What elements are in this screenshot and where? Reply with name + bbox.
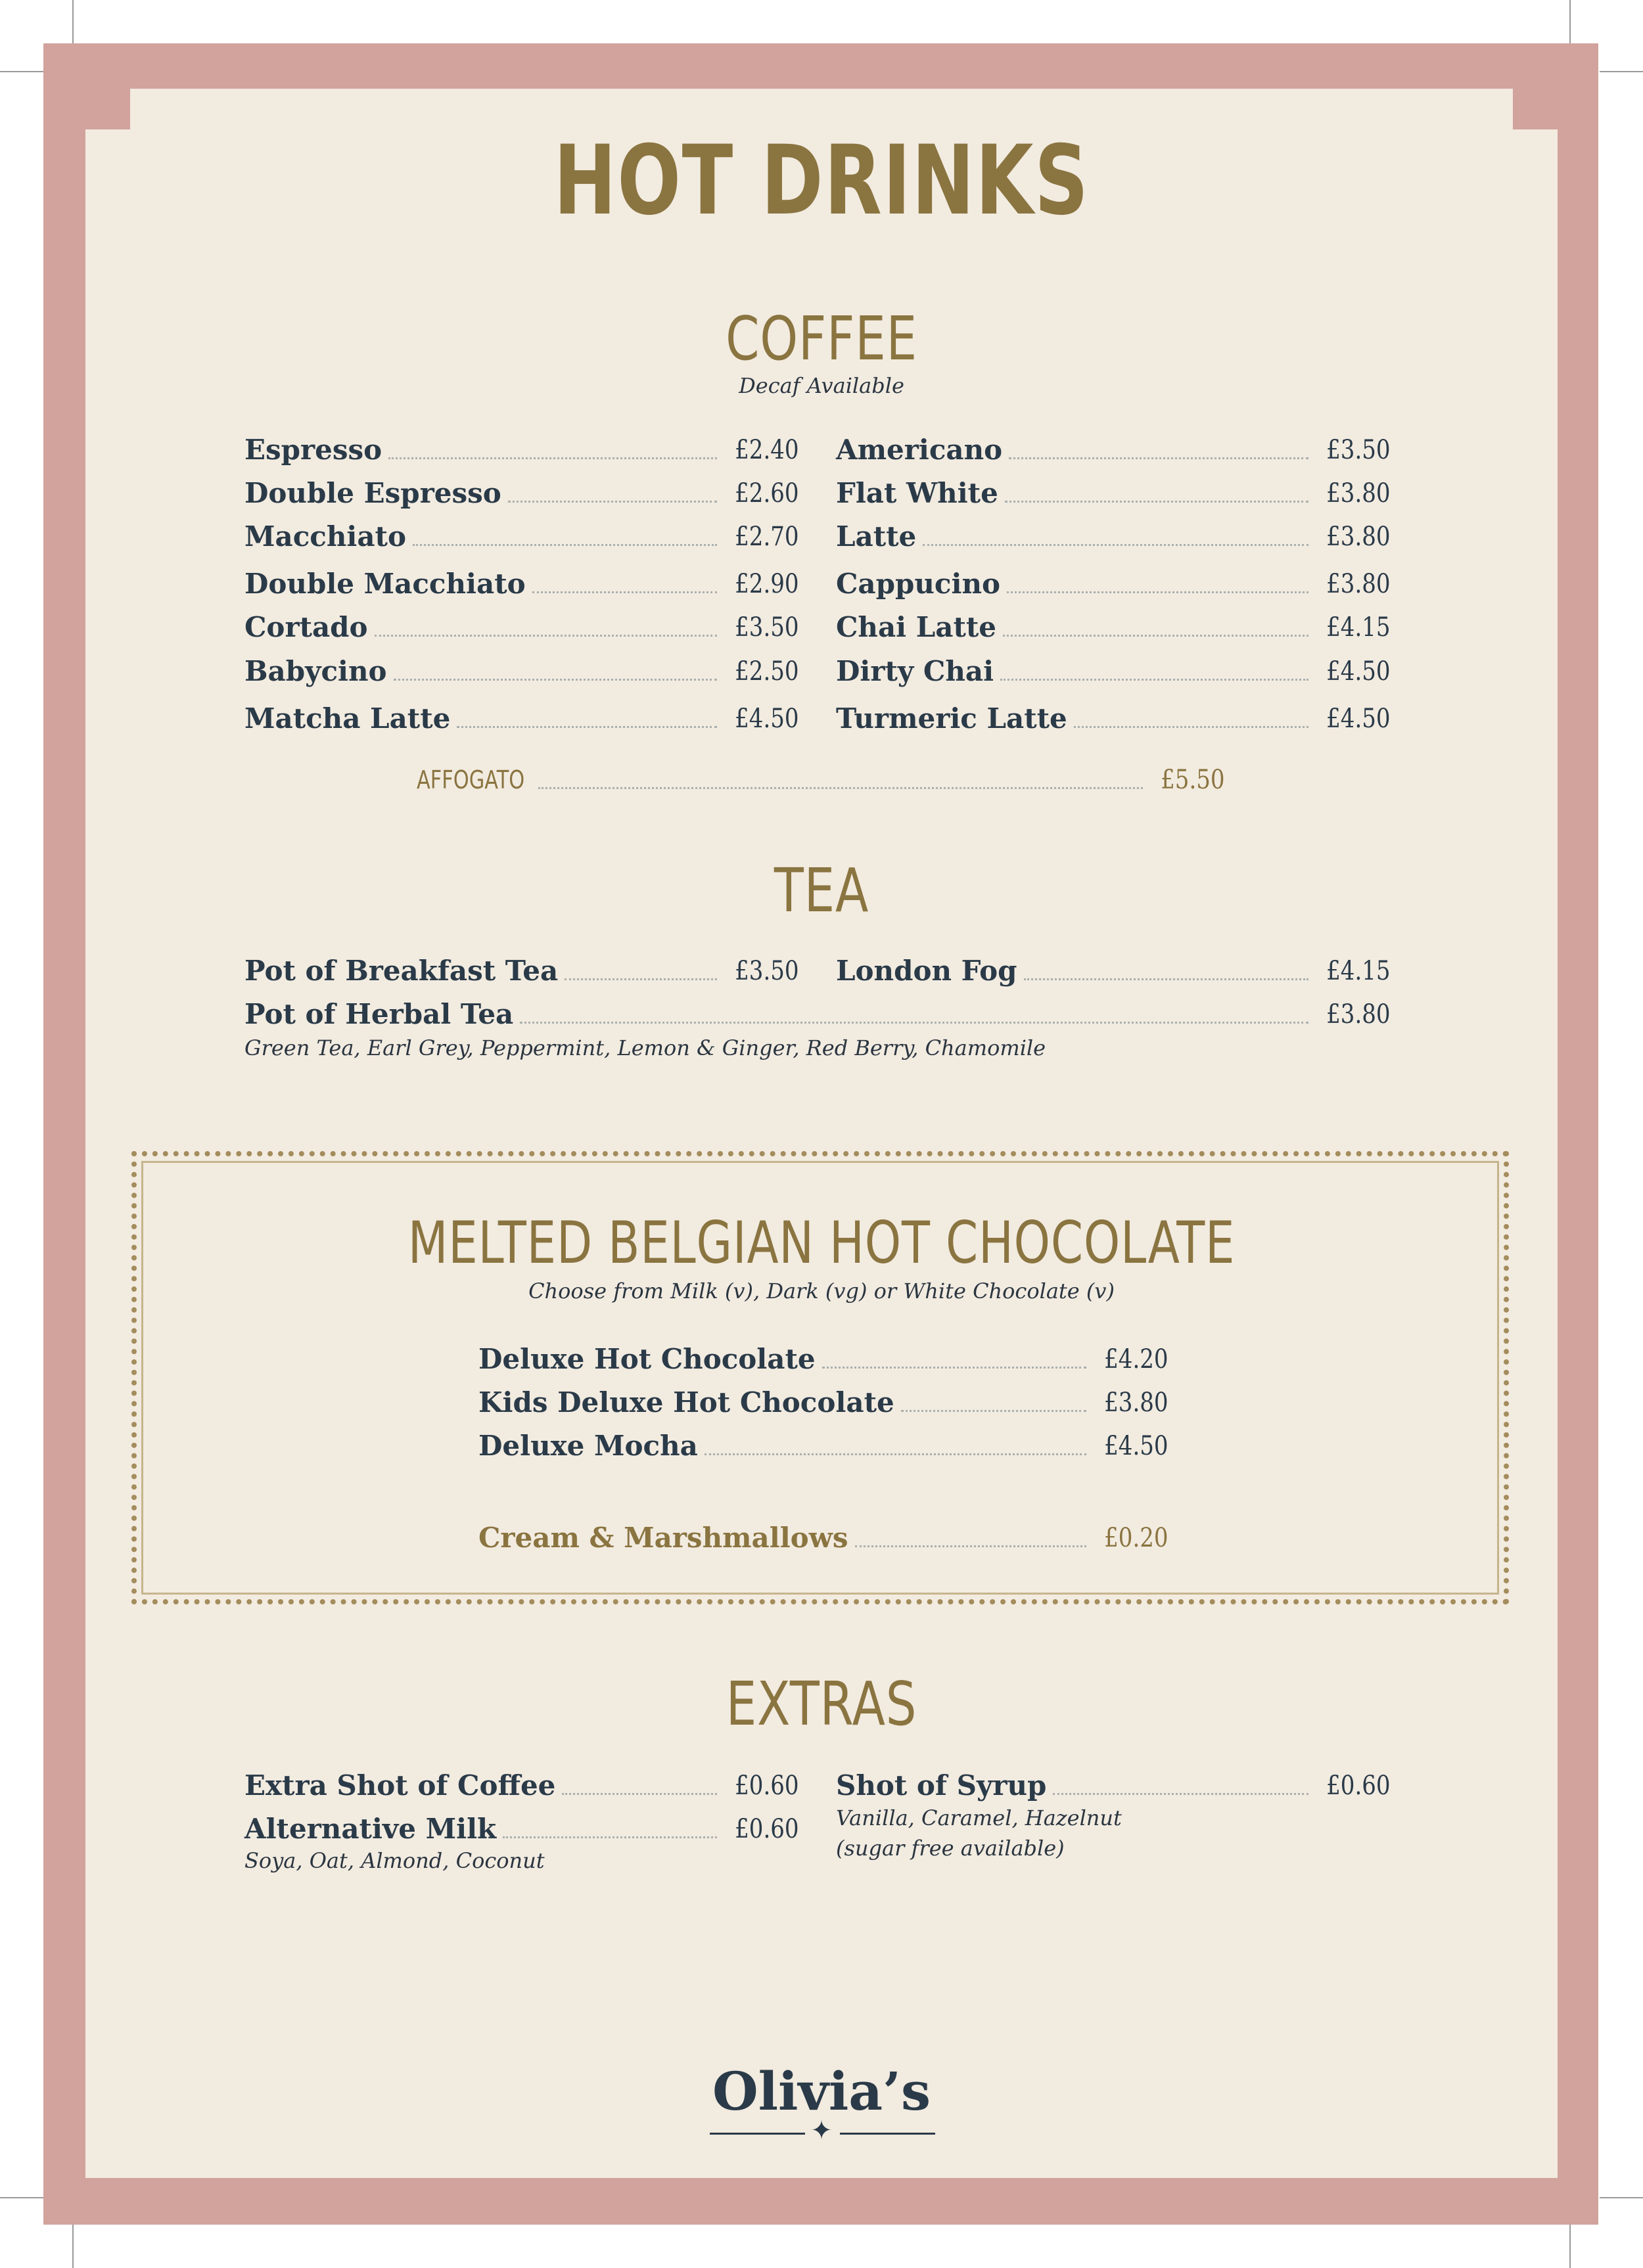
leader-dots bbox=[1005, 501, 1309, 503]
item-name: Cappucino bbox=[836, 568, 1000, 600]
item-price: £4.20 bbox=[1104, 1344, 1169, 1374]
item-price: £4.50 bbox=[1104, 1431, 1169, 1461]
coffee-item bbox=[836, 518, 1391, 555]
item-name: Deluxe Mocha bbox=[478, 1430, 698, 1462]
item-name: Macchiato bbox=[244, 520, 406, 553]
extras-item bbox=[244, 1767, 799, 1804]
item-name: Turmeric Latte bbox=[836, 702, 1067, 735]
addon-item bbox=[478, 1520, 1169, 1556]
item-price: £3.50 bbox=[735, 956, 799, 986]
coffee-item bbox=[244, 518, 799, 555]
coffee-item bbox=[244, 609, 799, 646]
item-price: £2.70 bbox=[735, 522, 799, 552]
item-price: £4.50 bbox=[1326, 656, 1391, 687]
crop-mark bbox=[1569, 0, 1571, 43]
item-price: £5.50 bbox=[1161, 765, 1225, 795]
item-price: £0.20 bbox=[1104, 1523, 1169, 1553]
hot-chocolate-item bbox=[478, 1384, 1169, 1421]
item-price: £3.50 bbox=[735, 612, 799, 643]
hot-chocolate-note: Choose from Milk (v), Dark (vg) or White Chocolate (v) bbox=[528, 1279, 1115, 1304]
coffee-item bbox=[836, 432, 1391, 468]
item-price: £0.60 bbox=[735, 1771, 799, 1801]
item-name: Double Macchiato bbox=[244, 568, 526, 600]
item-price: £4.15 bbox=[1326, 612, 1391, 643]
item-price: £0.60 bbox=[1326, 1771, 1391, 1801]
hot-chocolate-item bbox=[478, 1341, 1169, 1378]
syrup-note: Vanilla, Caramel, Hazelnut bbox=[836, 1805, 1122, 1830]
crop-mark bbox=[72, 0, 74, 43]
hot-chocolate-item bbox=[478, 1428, 1169, 1464]
leader-dots bbox=[1007, 591, 1308, 593]
item-name: Alternative Milk bbox=[244, 1813, 497, 1845]
leader-dots bbox=[1000, 679, 1308, 681]
item-price: £4.50 bbox=[735, 704, 799, 734]
item-price: £3.80 bbox=[1326, 522, 1391, 552]
star-icon: ✦ bbox=[810, 2116, 833, 2146]
item-name: Espresso bbox=[244, 434, 382, 466]
tea-item bbox=[836, 953, 1391, 989]
item-name: Double Espresso bbox=[244, 477, 501, 509]
tea-heading: TEA bbox=[774, 855, 869, 926]
item-price: £4.50 bbox=[1326, 704, 1391, 734]
item-price: £3.80 bbox=[1326, 478, 1391, 509]
tea-item bbox=[244, 953, 799, 989]
leader-dots bbox=[457, 726, 717, 728]
syrup-note: (sugar free available) bbox=[836, 1836, 1065, 1861]
leader-dots bbox=[705, 1453, 1087, 1455]
leader-dots bbox=[520, 1022, 1308, 1024]
item-name: Cream & Marshmallows bbox=[478, 1522, 848, 1554]
coffee-note: Decaf Available bbox=[739, 373, 904, 398]
coffee-item bbox=[244, 700, 799, 737]
logo-rule bbox=[710, 2133, 805, 2135]
crop-mark bbox=[1569, 2225, 1571, 2268]
crop-mark bbox=[0, 2197, 43, 2198]
herbal-tea-note: Green Tea, Earl Grey, Peppermint, Lemon & Ginger, Red Berry, Chamomile bbox=[244, 1035, 1046, 1060]
page-title: HOT DRINKS bbox=[553, 125, 1090, 237]
leader-dots bbox=[565, 978, 717, 980]
coffee-item bbox=[244, 566, 799, 602]
crop-mark bbox=[72, 2225, 74, 2268]
leader-dots bbox=[1024, 978, 1309, 980]
item-name: Extra Shot of Coffee bbox=[244, 1769, 556, 1802]
leader-dots bbox=[822, 1367, 1087, 1369]
brand-logo: Olivia’s bbox=[712, 2060, 931, 2122]
leader-dots bbox=[388, 457, 717, 459]
leader-dots bbox=[503, 1836, 717, 1838]
item-name: London Fog bbox=[836, 955, 1017, 987]
coffee-item bbox=[836, 475, 1391, 512]
item-name: Chai Latte bbox=[836, 611, 997, 643]
crop-mark bbox=[0, 71, 43, 72]
item-price: £2.90 bbox=[735, 569, 799, 599]
item-name: Shot of Syrup bbox=[836, 1769, 1047, 1802]
crop-mark bbox=[1600, 2197, 1643, 2198]
leader-dots bbox=[538, 787, 1143, 789]
leader-dots bbox=[855, 1545, 1087, 1547]
leader-dots bbox=[562, 1793, 717, 1795]
tea-item bbox=[244, 996, 1391, 1033]
leader-dots bbox=[508, 501, 718, 503]
coffee-heading: COFFEE bbox=[726, 304, 917, 374]
item-name: Cortado bbox=[244, 611, 368, 643]
item-name: Babycino bbox=[244, 655, 387, 687]
logo-rule bbox=[840, 2133, 935, 2135]
coffee-item bbox=[244, 475, 799, 512]
item-price: £2.50 bbox=[735, 656, 799, 687]
leader-dots bbox=[1074, 726, 1309, 728]
item-name: Kids Deluxe Hot Chocolate bbox=[478, 1386, 894, 1418]
item-price: £3.80 bbox=[1104, 1388, 1169, 1418]
leader-dots bbox=[1003, 635, 1308, 637]
leader-dots bbox=[413, 544, 718, 546]
item-name: Americano bbox=[836, 434, 1003, 466]
item-price: £3.80 bbox=[1326, 569, 1391, 599]
corner-notch bbox=[85, 89, 130, 129]
item-name: Dirty Chai bbox=[836, 655, 994, 687]
item-price: £0.60 bbox=[735, 1814, 799, 1844]
leader-dots bbox=[923, 544, 1308, 546]
leader-dots bbox=[394, 679, 718, 681]
item-price: £2.60 bbox=[735, 478, 799, 509]
coffee-item bbox=[244, 653, 799, 690]
extras-item bbox=[244, 1811, 799, 1848]
corner-notch bbox=[1513, 89, 1558, 129]
coffee-item bbox=[836, 566, 1391, 602]
item-name: Flat White bbox=[836, 477, 998, 509]
leader-dots bbox=[375, 635, 718, 637]
coffee-item bbox=[836, 700, 1391, 737]
affogato-item bbox=[417, 761, 1225, 798]
extras-heading: EXTRAS bbox=[726, 1669, 917, 1739]
leader-dots bbox=[1053, 1793, 1308, 1795]
item-name: Matcha Latte bbox=[244, 702, 451, 735]
item-name: AFFOGATO bbox=[417, 765, 525, 794]
item-price: £3.80 bbox=[1326, 999, 1391, 1030]
leader-dots bbox=[532, 591, 718, 593]
item-name: Deluxe Hot Chocolate bbox=[478, 1343, 816, 1375]
item-name: Pot of Herbal Tea bbox=[244, 998, 514, 1030]
item-price: £4.15 bbox=[1326, 956, 1391, 986]
leader-dots bbox=[1009, 457, 1308, 459]
coffee-item bbox=[836, 653, 1391, 690]
hot-chocolate-heading: MELTED BELGIAN HOT CHOCOLATE bbox=[407, 1209, 1236, 1277]
item-price: £2.40 bbox=[735, 435, 799, 465]
coffee-item bbox=[836, 609, 1391, 646]
item-name: Pot of Breakfast Tea bbox=[244, 955, 559, 987]
coffee-item bbox=[244, 432, 799, 468]
item-name: Latte bbox=[836, 520, 917, 553]
crop-mark bbox=[1600, 71, 1643, 72]
leader-dots bbox=[901, 1410, 1087, 1412]
milk-note: Soya, Oat, Almond, Coconut bbox=[244, 1848, 545, 1873]
extras-item bbox=[836, 1767, 1391, 1804]
item-price: £3.50 bbox=[1326, 435, 1391, 465]
